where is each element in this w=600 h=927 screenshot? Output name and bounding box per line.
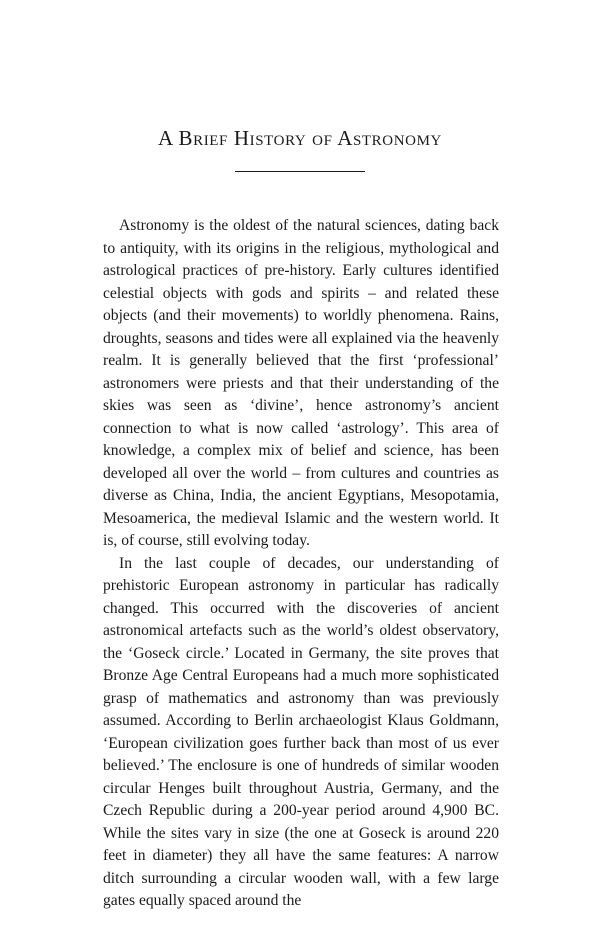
title-underline-rule bbox=[235, 171, 365, 172]
paragraph-2: In the last couple of decades, our understanding of prehistoric European astronomy in particular has radically changed. This occurred with the discoveries of ancient astronomical artefacts such as the world’s oldest observatory, the ‘Goseck circle.’ Located in Germany, the site proves that Bronze Age Central Europeans had a much more sophisticated grasp of mathematics and astronomy than was previously assumed. According to Berlin archaeologist Klaus Goldmann, ‘European civilization goes further back than most of us ever believed.’ The enclosure is one of hundreds of similar wooden circular Henges built throughout Austria, Germany, and the Czech Republic during a 200-year period around 4,900 BC. While the sites vary in size (the one at Goseck is around 220 feet in diameter) they all have the same features: A narrow ditch surrounding a circular wooden wall, with a few large gates equally spaced around the bbox=[103, 554, 499, 909]
paragraph-1: Astronomy is the oldest of the natural sciences, dating back to antiquity, with its origins in the religious, mythological and astrological practices of pre-history. Early cultures identified celestial objects with gods and spirits – and related these objects (and their movements) to worldly phenomena. Rains, droughts, seasons and tides were all explained via the heavenly realm. It is generally believed that the first ‘professional’ astronomers were priests and that their understanding of the skies was seen as ‘divine’, hence astronomy’s ancient connection to what is now called ‘astrology’. This area of knowledge, a complex mix of belief and science, has been developed all over the world – from cultures and countries as diverse as China, India, the ancient Egyptians, Mesopotamia, Mesoamerica, the medieval Islamic and the western world. It is, of course, still evolving today. bbox=[103, 217, 499, 549]
body-text bbox=[103, 215, 499, 913]
chapter-title: A Brief History of Astronomy bbox=[158, 126, 442, 150]
